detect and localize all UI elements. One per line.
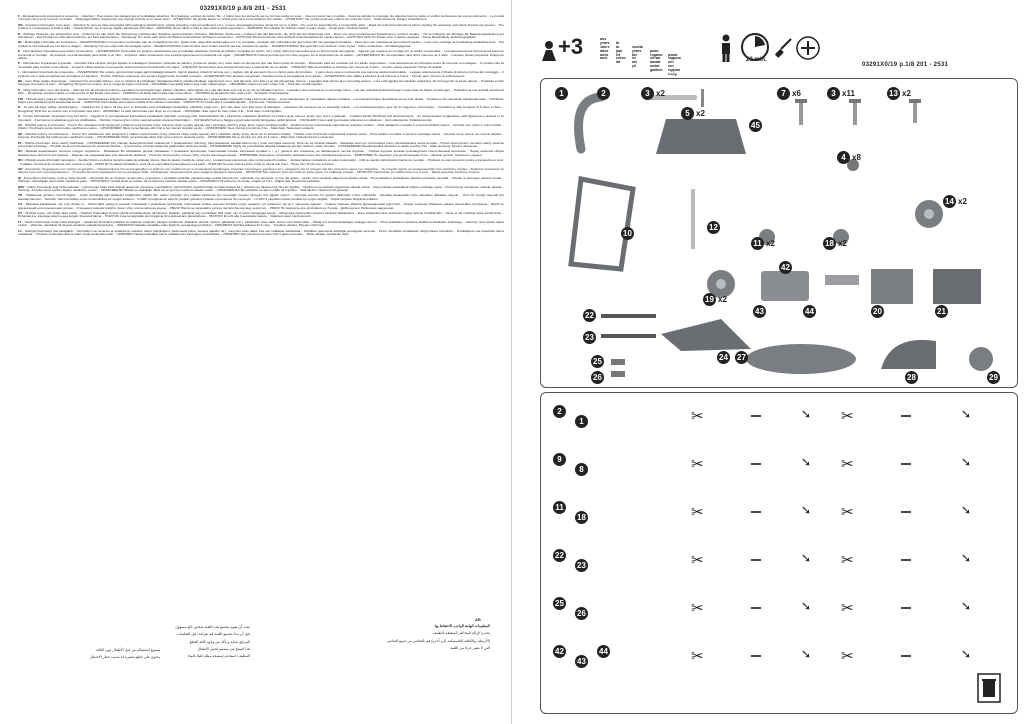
- safety-paragraph: [18, 24, 504, 31]
- part-quantity: x2: [958, 197, 967, 206]
- arrow-icon: ➘: [801, 455, 812, 469]
- paragraph-text: - Важная информация, которую следует сохранить. - Внимание! Во избежание рисков, связанных с упаковкой (крепления, пластиковая плёнка, картонные вставки и т. д.), удалите все элементы, не являющиеся частью игрушки. - Сборка игрушки должна производиться ответственным взрослым. - Перед началом сборки внимательно прочтите инструкцию. - Изделие не предназначено для переноски ребёнка. - Очистка: используйте только губку, слегка смоченную водой. - ВНИМАНИЕ! Никогда не оставляйте ребёнка играть без присмотра взрослых. - ВНИМАНИЕ! Не подходит для детей младше 3 лет. - Мелкие детали. Опасность удушья.: [18, 149, 504, 157]
- part-number-badge: 24: [717, 351, 730, 364]
- paragraph-text: - Ta vare på disse viktige opplysningene. - Advarsel! For å fjerne all fare som er forbundet med emballasjen (festebånd, plastfolie, papp osv.), fjern alle deler som ikke hører til leketøyet. - Leketøyet må monteres av en ansvarlig voksen. - Les bruksanvisningen nøye før du begynner monteringen. - Produktet er ikke beregnet til å bære et barn. - Rengjøring: Bruk kun en svamp som er lett fuktet med vann. - ADVARSEL! La aldri barnet leke uten tilsyn av en voksen. - ADVARSEL! Ikke egnet for barn under 3 år. - Små deler. Kvelningsfare.: [18, 105, 504, 113]
- part-number-badge: 22: [583, 309, 596, 322]
- part-number-badge: 18: [823, 237, 836, 250]
- language-code: HRV: [18, 184, 25, 189]
- part-number-badge: 23: [583, 331, 596, 344]
- paragraph-text: - Pomembne informacije, ki jih je treba shraniti. - Opozorilo! Da se izognete nevarnostim, povezanim z embalažo (pritrdila, plastična folija, koščki kartona itd.), odstranite vse elemente, ki niso del igrače. - Igračo mora sestaviti odgovorna odrasla oseba. - Pred začetkom sestavljanja natančno preberite navodila. - Izdelek ni namenjen nošenju otroka. - Čiščenje: Uporabljajte samo rahlo navlaženo gobo. - OPOZORILO! Otroka nikoli ne pustite, da se igra brez nadzora odrasle osebe. - OPOZORILO! Ni primerno za otroke, mlajše od 3 let. - Majhni deli. Nevarnost zadušitve.: [18, 175, 504, 184]
- language-code: P: [18, 61, 21, 66]
- safety-paragraph: [18, 221, 504, 228]
- paragraph-text: - Olulised teave, mis tuleks alles hoida. - Hoiatus! Pakendiga seotud ohtude kõrvaldamiseks (kinnitused, plastkile, papitükid jne) eemaldage kõik osad, mis ei kuulu mänguasja juurde. - Mänguasja peab kokku panema vastutav täiskasvanu. - Enne kokkupanemise alustamist lugege juhend hoolikalt läbi. - Toode ei ole mõeldud lapse kandmiseks. - Puhastamine: kasutage ainult veega kergelt niisutatud käsna. - HOIATUS! Ärge kunagi jätke last mängima ilma täiskasvanu järelevalveta. - HOIATUS! Ei sobi alla 3-aastastele lastele. - Väikesed osad. Lämbumisoht.: [18, 210, 504, 219]
- part-quantity: x2: [656, 89, 665, 98]
- assembly-steps-box: [540, 392, 1018, 714]
- safety-text-block: [18, 15, 504, 238]
- age-number: +3: [558, 34, 584, 59]
- cut-mark: [901, 511, 911, 513]
- age-words: [600, 34, 681, 77]
- safety-paragraph: [18, 150, 504, 157]
- safety-paragraph: [18, 62, 504, 69]
- language-code: I: [18, 70, 19, 75]
- doc-header-right: 03291X0/19 p.1/8 201 - 2531: [862, 62, 949, 68]
- part-number-badge: 7: [777, 87, 790, 100]
- language-code: D: [18, 31, 21, 36]
- part-quantity: x2: [766, 239, 775, 248]
- paragraph-text: - Saklanması gereken önemli bilgiler. - Uyarı! Ambalajla ilgili tehlikeleri (bağlantılar, plastik film, karton parçaları vb.) ortadan kaldırmak için oyuncağın parçası olmayan tüm öğeleri çıkarın. - Oyuncak sorumlu bir yetişkin tarafından monte edilmelidir. - Montaja başlamadan önce talimatları dikkatlice okuyun. - Ürün bir çocuğu taşımak için tasarlanmamıştır. - Temizlik: Yalnızca hafifçe suyla nemlendirilmiş bir sünger kullanın. - UYARI! Çocuğunuzun asla bir yetişkin gözetimi olmadan oynamasına izin vermeyin. - UYARI! 3 yaşından küçük çocuklar için uygun değildir. - Küçük parçalar. Boğulma tehlikesi.: [18, 193, 504, 201]
- step-part-badge: 1: [575, 415, 588, 428]
- paragraph-text: - Informações importantes a guardar. - Atenção! Para eliminar perigos ligados à embalagem (fixadores, películas de plástico, pontas de cartão, etc.) retire todos os elementos que não fazem parte do produto. - Brinquedo para ser montado por um adulto responsável. - Leia atentamente as instruções antes de começar a montagem. - O produto não foi concebido para receber uma criança. - Limpeza: Utilize apenas uma esponja muito levemente humedecida com água. - ATENÇÃO! Nunca deixe uma criança brincar sem a supervisão de um adulto. - ATENÇÃO! Não aconselhável a crianças com menos de 3 anos. - Contém peças pequenas. Perigo de asfixia.: [18, 61, 504, 69]
- paragraph-text: - Important information to be kept. - Warning! To remove risks associated with packaging (attachments, plastic wrapping, internal cardboard, etc.), remove all packaging before giving the toy to a child. - Toy must be assembled by a responsible adult. - Read the technical instructions before starting the assembly and check all parts are present. - The product is not designed to hold a child. - Cleaning/Only use a sponge slightly dampened with water. - WARNING! Never allow a child to play without adult supervision. - WARNING! Not suitable for children under 3 years of age. - Small parts. Choking hazard.: [18, 22, 504, 31]
- paragraph-text: - Belangrijke informatie om te bewaren. - WAARSCHUWING! Om gevaren verbonden aan de verpakking (riemen, plastic folie, opgerolde kartonnetjes enz.) te vermijden, verwijder alle onderdelen die geen deel van het speelgoed uitmaken. - Moet door een volwassene gemonteerd worden. - Lees voor montage de handleiding aandachtig door. - Het product is niet bedoeld om een kind te dragen. - Reiniging met een enkel licht bevochtigde spons. - WAARSCHUWING! Laat het kind nooit zonder toezicht van een volwassene spelen. - WAARSCHUWING! Niet geschikt voor kinderen onder 3 jaar. - Kleine onderdelen. Verstikkingsgevaar.: [18, 40, 504, 48]
- safety-paragraph: [18, 142, 504, 149]
- screwdriver-icon: [772, 37, 794, 64]
- paragraph-text: - Wichtige Hinweise, die aufzuheben sind. - Achtung! Um alle durch die Verpackung entstehenden Gefahren auszuschließen (Schnüre, Plastikfolie, Stoffe usw.), entfernen Sie alle Elemente, die nicht Teil des Spielzeugs sind. - Muss von einem erwachsenen Erwachsenen montiert werden. - Vor dem Beginn der Montage die Bedienungsanleitung gut durchlesen. - Das Produkt ist nicht dazu bestimmt, ein Kind aufzunehmen. - Reinigung: Nur einen sehr leicht mit Wasser befeuchteten Schwamm verwenden. - ACHTUNG! Ein Kind niemals ohne Aufsicht eines Erwachsenen spielen lassen. - ACHTUNG! Nicht für Kinder unter 3 Jahren geeignet. - Kleine Bestandteile. Erstickungsgefahr.: [18, 31, 504, 40]
- wheel-part: [969, 347, 993, 371]
- scissors-icon: ✂: [691, 456, 704, 473]
- paragraph-text: - Tärkeät tiedot, jotka on säilytettävä. - Varoitus! Pakkaukseen liittyvien riskien poistamiseksi (kiinnittimet, muovikääreet, pahvipalat jne.) poista kaikki materiaalit, jotka eivät kuulu leluun. - Lelun kokoaminen on vastuullisen aikuisen tehtävä. - Lue kokoamisohjeet huolellisesti ennen kuin aloitat. - Tuotetta ei ole suunniteltu kantamaan lasta. - Puhdistus: Käytä vain vedellä kevyesti kostutettua sientä. - VAROITUS! Älä koskaan anna lapsen leikkiä ilman aikuisen valvontaa. - VAROITUS! Ei sovellu alle 3-vuotiaille lapsille. - Pieniä osia. Tukehtumisvaara.: [18, 96, 504, 105]
- parts-list-box: [540, 78, 1018, 388]
- peg-part: [701, 89, 704, 107]
- safety-paragraph: [18, 177, 504, 184]
- part-number-badge: 13: [887, 87, 900, 100]
- language-code: LV: [18, 228, 22, 233]
- arabic-left-block-2: [20, 648, 160, 663]
- seat-part: [871, 269, 913, 304]
- safety-paragraph: [18, 133, 504, 140]
- part-number-badge: 14: [943, 195, 956, 208]
- safety-paragraph: [18, 80, 504, 87]
- doc-header: 03291X0/19 p.8/8 201 - 2531: [200, 6, 287, 12]
- clip-part: [611, 359, 625, 365]
- arabic-line: التي لا تعتبر جزءا من اللعبة: [450, 645, 490, 650]
- part-number-badge: 11: [751, 237, 764, 250]
- paragraph-text: - Svarbi informacija, kurią reikia išsaugoti. - Įspėjimas! Norėdami pašalinti su pakuote susijusius pavojus (tvirtinimai, plastikinė plėvelė, kartono gabalėliai ir kt.), pašalinkite visas dalis, kurios nėra žaislo dalis. - Žaislą turi surinkti atsakingas suaugęs asmuo. - Prieš pradėdami surinkimą atidžiai perskaitykite instrukciją. - Gaminys nėra skirtas vaikui nešioti. - Valymas: naudokite tik lengvai vandeniu sudrėkintą kempinę. - ĮSPĖJIMAS! Niekada nepalikite vaiko žaisti be suaugusiųjų priežiūros. - ĮSPĖJIMAS! Netinka vaikams iki 3 metų. - Smulkios detalės. Pavojus užspringti.: [18, 219, 504, 228]
- paragraph-text: - Ważne informacje, które należy zachować. - OSTRZEŻENIE! Aby uniknąć niebezpieczeństw związanych z opakowaniem (zaczepy, folia plastikowa, kawałki kartonu itp.), usuń wszystkie elementy, które nie są częścią zabawki. - Zabawka musi być zmontowana przez odpowiedzialną osobę dorosłą. - Przed rozpoczęciem montażu należy uważnie przeczytać instrukcję. - Produkt nie jest przeznaczony do noszenia dziecka. - Czyszczenie: Używać wyłącznie gąbki lekko zwilżonej wodą. - OSTRZEŻENIE! Nigdy nie pozostawiać dziecka bawiącego się bez nadzoru osoby dorosłej. - OSTRZEŻENIE! Nieodpowiednie dla dzieci w wieku poniżej 3 lat. - Małe elementy. Ryzyko uduszenia.: [18, 140, 504, 149]
- arabic-line: يحتوي على قطع صغيرة قد تسبب خطر الاختناق: [90, 655, 160, 660]
- adult-assembly-icon: [720, 34, 732, 67]
- paragraph-text: - Păstrați aceste informații importante. - Atenție! Pentru a elimina riscurile legate de ambalaj (cleme, folie de plastic, bucăți de carton etc.), scoateți toate elementele care nu fac parte din jucărie. - Jucăria trebuie montată de un adult responsabil. - Citiți cu atenție instrucțiunile înainte de montare. - Produsul nu este conceput pentru a transporta un copil. - Curățare: Folosiți doar un burete ușor umezit cu apă. - ATENȚIE! Nu lăsați niciodată un copil să se joace fără supravegherea unui adult. - ATENȚIE! Nu este potrivit pentru copiii cu vârsta sub 3 ani. - Piese mici. Pericol de sufocare.: [18, 158, 504, 166]
- paragraph-text: - Důležité pokyny k uschování. - Pozor! Pro odstranění rizik spojených s balením (upevňovací prvky, plastové obaly, kousky lepenky atd.) odstraňte všechny prvky, které nejsou součástí hračky. - Hračka musí být smontována odpovědnou dospělou osobou. - Před zahájením montáže si pozorně přečtěte návod. - Výrobek není určen k nošení dítěte. - Čištění: Používejte pouze houbu lehce navlhčenou vodou. - UPOZORNĚNÍ! Nikdy nenechávejte dítě hrát si bez dozoru dospělé osoby. - UPOZORNĚNÍ! Není vhodné pro děti do 3 let. - Malé části. Nebezpečí udušení.: [18, 123, 504, 131]
- language-code: H: [18, 114, 21, 119]
- axle-part: [601, 334, 656, 338]
- step-part-badge: 22: [553, 549, 566, 562]
- bassinet-part: [746, 344, 856, 374]
- language-code: S: [18, 87, 21, 92]
- safety-paragraph: [18, 106, 504, 113]
- arrow-icon: ➘: [961, 407, 972, 421]
- scissors-icon: ✂: [841, 408, 854, 425]
- part-number-badge: 3: [641, 87, 654, 100]
- paragraph-text: - Dôležité pokyny na uschovanie. - Pozor! Pre odstránenie rizík spojených s obalom (upevňovacie prvky, plastové obaly, kúsky lepenky atď.) odstráňte všetky prvky, ktoré nie sú súčasťou hračky. - Hračku musí zmontovať zodpovedná dospelá osoba. - Pred začatím montáže si pozorne prečítajte návod. - Výrobok nie je určený na nosenie dieťaťa. - Čistenie: Používajte iba hubku jemne navlhčenú vodou. - UPOZORNENIE! Nikdy nenechávajte dieťa hrať sa bez dozoru dospelej osoby. - UPOZORNENIE! Nie je vhodné pre deti do 3 rokov. - Malé časti. Nebezpečenstvo udusenia.: [18, 131, 504, 140]
- safety-paragraph: [18, 33, 504, 40]
- arabic-line: هذا المنتج غير مصمم لحمل الأطفال: [197, 646, 250, 651]
- arrow-icon: ➘: [801, 503, 812, 517]
- arrow-icon: ➘: [801, 407, 812, 421]
- arabic-line: تحذير! لإزالة المخاطر المتعلقة بالتغليف: [432, 631, 490, 636]
- right-page: [512, 0, 1024, 724]
- arabic-line: (الأربطة، والأغلفة البلاستيكية، إلى آخره) قم بالتخلص من جميع العناصر: [387, 638, 490, 643]
- paragraph-text: - Informazioni importanti da conservare. - AVVERTENZA! Per evitare ogni pericolo legato agli imballaggi (attacchi, fogli di plastica, tubetti di cartone ecc.), togliere tutti gli elementi che non fanno parte del prodotto. - Il gioco deve essere montato da una persona adulta responsabile. - Leggere attentamente il libretto di istruzioni prima del montaggio. - Il prodotto non è stato progettato per accogliere un bambino. - Pulizia: Utilizzare solamente una spugna leggermente inumidita in acqua. - AVVERTENZA! Non lasciare mai giocare i bambini senza la sorveglianza di un adulto. - AVVERTENZA! Non adatto a bambini di età inferiore a 3 anni. - Piccole parti. Pericolo di soffocamento.: [18, 70, 504, 78]
- arabic-line: يجب أن يقوم بتجميع هذه اللعبة شخص بالغ مسؤول: [175, 625, 250, 629]
- arabic-line: المرفق بعناية و تأكد من وجود كافة القطع: [189, 639, 250, 644]
- part-quantity: x2: [902, 89, 911, 98]
- screw-part: [849, 99, 861, 125]
- paragraph-text: - Fontos információk, amelyeket meg kell őrizni. - Figyelem! A csomagolással kapcsolatos kockázatok (rögzítők, műanyag fólia, kartondarabok stb.) elkerülése érdekében távolítson el minden olyan elemet, amely nem része a játéknak. - A játékot felelős felnőttnek kell összeszerelnie. - Az összeszerelés megkezdése előtt figyelmesen olvassa el az útmutatót. - A termék nem alkalmas gyermek szállítására. - Tisztítás: Csak enyhén vízzel megnedvesített szivacsot használjon. - FIGYELEM! Soha ne hagyja a gyermeket felnőtt felügyelete nélkül játszani. - FIGYELEM! 3 éven aluli gyermekek számára nem alkalmas. - Apró alkatrészek. Fulladásveszély.: [18, 114, 504, 122]
- parts-illustration: [541, 79, 1017, 387]
- arabic-code: AR: [475, 617, 481, 622]
- language-code: TR: [18, 193, 23, 198]
- language-code: NL: [18, 40, 23, 45]
- clip-part: [611, 371, 625, 377]
- paragraph-text: - Informaciones importantes que deben conservarse. - ¡ADVERTENCIA! Para evitar los peligros relacionados con el embalaje (ataduras, láminas de plástico, tosquillas de cartón, etc.) retirar todos los elementos que no forman parte del juguete. - Juguete que requiere un montaje por un adulto responsable. - Lea atentamente las instrucciones antes de comenzar el montaje. - El producto no está diseñado para recibir a un niño. - Limpieza: utilice únicamente una esponja ligeramente humedecida con agua. - ¡ADVERTENCIA! Nunca permita que los niños jueguen sin la supervisión de un adulto. - ¡ADVERTENCIA! No recomendado para niños menores de 3 años. - Contiene piezas pequeñas. Peligro de asfixia.: [18, 49, 504, 61]
- arrow-icon: ➘: [801, 599, 812, 613]
- step-part-badge: 26: [575, 607, 588, 620]
- curved-handle-part: [579, 97, 602, 149]
- cut-mark: [901, 559, 911, 561]
- part-number-badge: 27: [735, 351, 748, 364]
- rod-part: [691, 189, 695, 249]
- phillips-screw-icon: [796, 36, 820, 65]
- arabic-title: المعلومات الهامة الواجب الاحتفاظ بها: [434, 624, 490, 628]
- step-part-badge: 18: [575, 511, 588, 524]
- language-code: CZ: [18, 123, 23, 128]
- safety-paragraph: [18, 41, 504, 48]
- stroller-frame-part: [571, 179, 633, 269]
- safety-paragraph: [18, 15, 504, 22]
- canopy-part: [661, 319, 751, 351]
- cut-mark: [751, 607, 761, 609]
- screw-part: [909, 99, 921, 123]
- step-part-badge: 11: [553, 501, 566, 514]
- step-part-badge: 44: [597, 645, 610, 658]
- paragraph-text: - Svarīga informācija, kas jāsaglabā. - Uzmanību! Lai novērstu ar iepakojumu saistītos riskus (stiprinājumi, plastmasas plēve, kartona gabaliņi utt.), noņemiet visas daļas, kas nav rotaļlietas sastāvdaļa. - Rotaļlietu jāsamontē atbildīgai pieaugušai personai. - Pirms montāžas uzsākšanas rūpīgi izlasiet instrukciju. - Izstrādājums nav paredzēts bērna nēsāšanai. - Tīrīšana: izmantojiet tikai ar ūdeni viegli samitrinātu sūkli. - UZMANĪBU! Nekad neatstājiet bērnu rotaļāties bez pieaugušo uzraudzības. - UZMANĪBU! Nav piemērots bērniem līdz 3 gadu vecumam. - Sīkas detaļas. Aizrīšanās risks.: [18, 228, 504, 237]
- language-code: RU: [18, 149, 23, 154]
- arrow-icon: ➘: [961, 503, 972, 517]
- scissors-icon: ✂: [691, 504, 704, 521]
- arabic-line: ممنوع استعماله من قبل الأطفال دون الثالثة: [95, 648, 160, 652]
- arabic-line: قبل أن تبدأ بتجميع اللعبة قم بقراءة دليل التعليمات: [176, 632, 250, 637]
- part-quantity: x6: [792, 89, 801, 98]
- language-code: GB: [18, 22, 23, 27]
- arabic-line: التنظيف: استخدم إسفنجة مبللة قليلا بالماء: [187, 654, 250, 659]
- part-quantity: x2: [696, 109, 705, 118]
- cut-mark: [751, 463, 761, 465]
- part-quantity: x2: [718, 295, 727, 304]
- part-number-badge: 12: [707, 221, 720, 234]
- language-code: GR: [18, 167, 23, 171]
- language-code: UA: [18, 202, 23, 207]
- part-number-badge: 25: [591, 355, 604, 368]
- safety-paragraph: [18, 50, 504, 60]
- language-code: E: [18, 49, 21, 54]
- hood-part: [881, 340, 936, 369]
- language-code: FIN: [18, 96, 23, 101]
- safety-paragraph: [18, 168, 504, 175]
- bracket-part: [825, 275, 859, 285]
- paragraph-text: - Σημαντικές πληροφορίες που πρέπει να φυλάξετε. - Προειδοποίηση! Για να αποφευχθούν οι κίνδυνοι που συνδέονται με τη συσκευασία (συνδετήρες, πλαστικό περιτύλιγμα, χαρτόνια κ.λπ.), αφαιρέστε όλα τα στοιχεία που δεν αποτελούν μέρος του παιχνιδιού. - Το παιχνίδι πρέπει να συναρμολογηθεί από υπεύθυνο ενήλικα. - Διαβάστε προσεκτικά τις οδηγίες πριν από τη συναρμολόγηση. - Το προϊόν δεν είναι σχεδιασμένο για να μεταφέρει παιδί. - Καθαρισμός: Χρησιμοποιήστε μόνο ελαφρώς βρεγμένο σφουγγάρι. - ΠΡΟΣΟΧΗ! Μην αφήνετε ποτέ ένα παιδί να παίζει χωρίς την επίβλεψη ενήλικα. - ΠΡΟΣΟΧΗ! Ακατάλληλο για παιδιά κάτω των 3 ετών. - Μικρά κομμάτια. Κίνδυνος πνιγμού.: [18, 167, 504, 175]
- scissors-icon: ✂: [691, 408, 704, 425]
- safety-paragraph: [18, 89, 504, 96]
- part-number-badge: 45: [749, 119, 762, 132]
- scissors-icon: ✂: [841, 552, 854, 569]
- arabic-right-block: [265, 624, 490, 653]
- step-part-badge: 25: [553, 597, 566, 610]
- paragraph-text: - Важлива інформація, яку слід зберегти. - Увага! Щоб уникнути ризиків, пов'язаних з упаковкою (кріплення, пластикова плівка, картонні вставки тощо), видаліть усі елементи, які не є частиною іграшки. - Іграшку повинен збирати відповідальний дорослий. - Перед початком збирання уважно прочитайте інструкцію. - Виріб не призначений для перенесення дитини. - Очищення: використовуйте лише губку, злегка змочену водою. - УВАГА! Ніколи не залишайте дитину гратися без нагляду дорослих. - УВАГА! Не підходить для дітей віком до 3 років. - Дрібні деталі. Небезпека задушення.: [18, 202, 504, 210]
- paragraph-text: - Renseignements importants à conserver. - Attention ! Pour écarter les dangers liés à l'emballage (attaches, film plastique, embout de carton, fils ...) retirer tous les éléments qui ne font pas partie du jouet. - Jouet à monter par un adulte. - Avant de débuter le montage, lire attentivement la notice et vérifier la présence de tous les éléments. - Le produit n'est pas conçu pour recevoir un enfant. - Nettoyage/Utiliser uniquement une éponge humide et un savon doux. - ATTENTION ! Ne jamais laisser un enfant jouer sans la surveillance d'un adulte. - ATTENTION ! Ne convient pas aux enfants de moins de 3 ans. - Petits éléments. Danger d'étouffement.: [18, 14, 504, 22]
- safety-paragraph: [18, 212, 504, 219]
- arrow-icon: ➘: [961, 599, 972, 613]
- part-number-badge: 20: [871, 305, 884, 318]
- recycle-bin-icon: [977, 673, 1001, 708]
- step-part-badge: 2: [553, 405, 566, 418]
- part-number-badge: 28: [905, 371, 918, 384]
- part-number-badge: 29: [987, 371, 1000, 384]
- safety-paragraph: [18, 115, 504, 122]
- step-part-badge: 8: [575, 463, 588, 476]
- language-code: LT: [18, 219, 22, 224]
- small-parts-warning-icon: [540, 40, 558, 67]
- seat-base-part: [656, 119, 746, 154]
- part-number-badge: 19: [703, 293, 716, 306]
- age-words-col: ans years Jahre años anos anni: [600, 36, 610, 61]
- arrow-icon: ➘: [961, 455, 972, 469]
- part-quantity: x11: [842, 89, 855, 98]
- cut-mark: [901, 463, 911, 465]
- scissors-icon: ✂: [691, 552, 704, 569]
- safety-paragraph: [18, 71, 504, 78]
- part-quantity: x8: [852, 153, 861, 162]
- arrow-icon: ➘: [961, 647, 972, 661]
- safety-paragraph: [18, 230, 504, 237]
- age-words-col: vuotta years åre év ani yıl: [632, 44, 643, 69]
- step-part-badge: 23: [575, 559, 588, 572]
- language-code: N: [18, 105, 21, 110]
- step-part-badge: 43: [575, 655, 588, 668]
- cut-mark: [751, 415, 761, 417]
- cut-mark: [751, 511, 761, 513]
- safety-paragraph: [18, 194, 504, 201]
- paragraph-text: - Važne informacije koje treba sačuvati. - Upozorenje! Kako biste izbjegli opasnosti povezane s ambalažom (pričvršćivači, plastična folija, komadi kartona itd.), uklonite sve dijelove koji nisu dio igračke. - Igračku mora sastaviti odgovorna odrasla osoba. - Prije početka sastavljanja pažljivo pročitajte upute. - Proizvod nije namijenjen nošenju djeteta. - Čišćenje: Koristite samo spužvu lagano navlaženu vodom. - UPOZORENJE! Nikada ne ostavljajte dijete da se igra bez nadzora odrasle osobe. - UPOZORENJE! Nije prikladno za djecu mlađu od 3 godine. - Mali dijelovi. Opasnost od gušenja.: [18, 184, 504, 193]
- language-code: ET: [18, 210, 22, 215]
- part-quantity: x2: [838, 239, 847, 248]
- part-number-badge: 44: [803, 305, 816, 318]
- step-part-badge: 9: [553, 453, 566, 466]
- part-number-badge: 42: [779, 261, 792, 274]
- scissors-icon: ✂: [841, 648, 854, 665]
- axle-part: [601, 314, 656, 318]
- language-code: SI: [18, 175, 21, 180]
- cut-mark: [901, 415, 911, 417]
- scissors-icon: ✂: [691, 600, 704, 617]
- part-number-badge: 5: [681, 107, 694, 120]
- part-number-badge: 4: [837, 151, 850, 164]
- scissors-icon: ✂: [691, 648, 704, 665]
- language-code: F: [18, 14, 20, 18]
- part-number-badge: 3: [827, 87, 840, 100]
- arrow-icon: ➘: [801, 647, 812, 661]
- paragraph-text: - Viktig information som ska sparas. - Varning! För att eliminera riskerna i samband med förpackningen (fästen, plastfilm, kartongbitar etc.) ska alla delar som inte är en del av leksaken tas bort. - Leksaken ska monteras av en ansvarig vuxen. - Läs den tekniska bruksanvisningen noga innan du börjar monteringen. - Produkten är inte avsedd att bära ett barn. - Rengöring: Använd endast en svamp som är lätt fuktad med vatten. - VARNING! Låt aldrig barnet leka utan vuxen tillsyn. - VARNING! Ej lämplig för barn under 3 år. - Smådelar. Kvävningsrisk.: [18, 87, 504, 96]
- part-number-badge: 1: [555, 87, 568, 100]
- cut-mark: [901, 655, 911, 657]
- cut-mark: [751, 655, 761, 657]
- safety-paragraph: [18, 203, 504, 210]
- safety-paragraph: [18, 98, 504, 105]
- cut-mark: [901, 607, 911, 609]
- time-label: 20 min.: [746, 57, 767, 63]
- age-words-col: роки години четии aastat metai gadiem: [650, 48, 663, 73]
- language-code: SK: [18, 131, 23, 136]
- scissors-icon: ✂: [841, 456, 854, 473]
- arrow-icon: ➘: [961, 551, 972, 565]
- language-code: DK: [18, 79, 23, 84]
- safety-paragraph: [18, 124, 504, 131]
- part-number-badge: 2: [597, 87, 610, 100]
- paragraph-text: - Gem disse vigtige oplysninger. - Advarsel! For at undgå risikoen, som er relateret til emballagen (fastgørelsesbånd, plastikemballage, papstumper osv.), skal alle dele, som ikke er en del af legetøjet, fjernes. - Legetøjet skal samles af en ansvarlig voksen. - Læs omhyggeligt den tekniske vejledning, før du begynder at samle delene. - Produktet er ikke beregnet til at bære et barn. - Rengøring: Brug kun en svamp, der er meget let fugtet med vand. - ADVARSEL! Lad aldrig barnet lege uden voksenopsyn. - ADVARSEL! Uegnet for børn under 3 år. - Små dele. Kvælningsfare.: [18, 79, 504, 87]
- cut-mark: [751, 559, 761, 561]
- part-number-badge: 26: [591, 371, 604, 384]
- age-words-col: år ár jaar let rokov lat: [616, 40, 626, 65]
- part-number-badge: 21: [935, 305, 948, 318]
- language-code: PL: [18, 140, 22, 145]
- part-number-badge: 10: [621, 227, 634, 240]
- arrow-icon: ➘: [801, 551, 812, 565]
- part-number-badge: 43: [753, 305, 766, 318]
- screw-part: [795, 99, 807, 125]
- safety-paragraph: [18, 186, 504, 193]
- scissors-icon: ✂: [841, 600, 854, 617]
- seat-part: [933, 269, 981, 304]
- basket-part: [761, 271, 809, 301]
- scissors-icon: ✂: [841, 504, 854, 521]
- language-code: RO: [18, 158, 23, 163]
- step-part-badge: 42: [553, 645, 566, 658]
- age-words-col: років задолж лет лет гадзин сنوات: [668, 52, 681, 77]
- safety-paragraph: [18, 159, 504, 166]
